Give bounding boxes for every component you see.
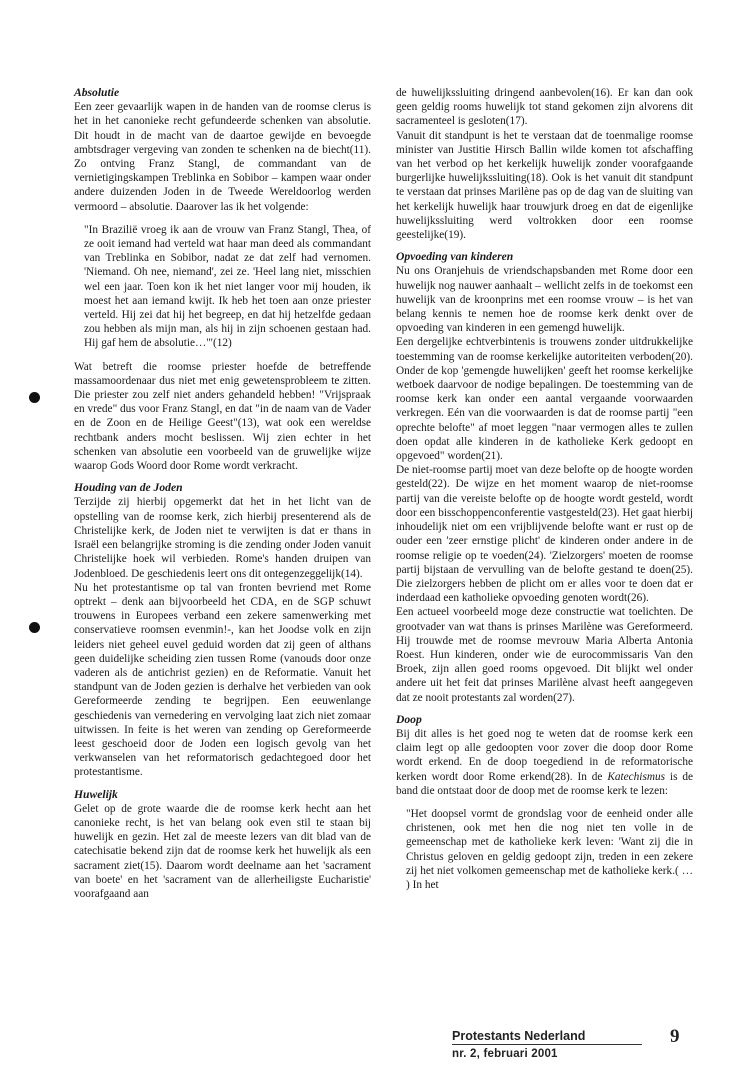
right-column: [396, 86, 693, 901]
paragraph: de huwelijkssluiting dringend aanbevolen(16). Er kan dan ook geen geldig rooms huwelijk tot stand gekomen zijn alvorens dit sacramenteel is gesloten(17).: [396, 87, 693, 128]
section-houding: [74, 481, 371, 779]
paragraph: Gelet op de grote waarde die de roomse kerk hecht aan het canonieke recht, is het van belang ook even stil te staan bij huwelijk en gezin. Het zal de meeste lezers van dit blad van de catechisatie bekend zijn dat de roomse kerk het huwelijk als een sacrament ziet(15). Daarom wordt deelname aan het 'sacrament van boete' en het 'sacrament van de allerheiligste Eucharistie' voorafgaand aan: [74, 802, 371, 900]
binder-hole-dot-top: [29, 392, 40, 403]
section-huwelijk-continued: [396, 86, 693, 242]
heading-houding-van-de-joden: Houding van de Joden: [74, 481, 183, 495]
left-column: [74, 86, 371, 901]
issue-info: nr. 2, februari 2001: [452, 1048, 558, 1060]
section-doop: [396, 713, 693, 892]
heading-huwelijk: Huwelijk: [74, 787, 118, 801]
quote-text: "In Brazilië vroeg ik aan de vrouw van Franz Stangl, Thea, of ze ooit iemand had verteld wat haar man deed als commandant van Treblinka en Sobibor, nadat ze dat zelf had vernomen. 'Niemand. Oh nee, niemand', zei ze. 'Heel lang niet, misschien wel een jaar. Toen kon ik het niet langer voor mij houden, ik moest het aan iemand kwijt. Ik heb het toen aan onze priester verteld. Hij zei dat hij het begreep, en dat hij hetzelfde gedaan zou hebben als mijn man, als hij in zijn schoenen gestaan had. Hij gaf hem de absolutie…'"(12): [84, 223, 371, 350]
section-huwelijk: [74, 788, 371, 902]
paragraph: Terzijde zij hierbij opgemerkt dat het in het licht van de opstelling van de roomse kerk, zich hierbij presenterend als de Christelijke kerk, de Joden niet te verwijten is dat er thans in Israël een belangrijke stroming is die zending onder Joden vanuit Christelijke hoek wil verbieden. Rome's handen druipen van Jodenbloed. De geschiedenis leert ons dit ontegenzeggelijk(14).: [74, 496, 371, 580]
heading-absolutie: Absolutie: [74, 86, 120, 99]
footer-divider: [452, 1044, 642, 1045]
paragraph: De niet-roomse partij moet van deze belofte op de hoogte worden gesteld(22). De wijze en het moment waarop de niet-roomse partij van die vereiste belofte op de hoogte wordt gesteld, wordt door een bisschoppenconferentie vastgesteld(23). Het gaat hierbij inhoudelijk niet om een vrijblijvende belofte want er rust op de ouder een 'zeer ernstige plicht' de kinderen onder andere in de roomse religie op te voeden(24). 'Zielzorgers' moeten de roomse partij bijstaan de vervulling van de belofte gestand te doen(25). Die zielzorgers hebben de plicht om er alles voor te doen dat er inderdaad een katholieke opvoeding genoten wordt(26).: [396, 464, 693, 605]
paragraph: Vanuit dit standpunt is het te verstaan dat de toenmalige roomse minister van Justitie Hirsch Ballin wilde komen tot afschaffing van het verbod op het kerkelijk huwelijk zonder voorafgaande burgerlijke huwelijkssluiting(18). Ook is het vanuit dit standpunt te verstaan dat prinses Marilène pas op de dag van de sluiting van het kerkelijk huwelijk haar trouwjurk droeg en dat de eigenlijke huwelijkssluiting werd voltrokken door een roomse geestelijke(19).: [396, 129, 693, 242]
quote-text: "Het doopsel vormt de grondslag voor de eenheid onder alle christenen, ook met hen die nog niet ten volle in de gemeenschap met de katholieke kerk leven: 'Want zij die in Christus geloven en geldig gedoopt zijn, treden in een zekere zij het niet volkomen gemeenschap met de katholieke kerk.( … ) In het: [406, 807, 693, 891]
heading-doop: Doop: [396, 712, 422, 726]
binder-hole-dot-bottom: [29, 622, 40, 633]
page-number: 9: [670, 1026, 680, 1047]
section-opvoeding: [396, 250, 693, 705]
quote-doopsel: [406, 807, 693, 892]
heading-opvoeding-van-kinderen: Opvoeding van kinderen: [396, 250, 514, 264]
paragraph: Een actueel voorbeeld moge deze constructie wat toelichten. De grootvader van wat thans is prinses Marilène was Gereformeerd. Hij trouwde met de roomse mevrouw Maria Alberta Antonia Roest. Hun kinderen, onder wie de eurocommissaris Van den Broek, zijn allen goed rooms opgevoed. Dit blijkt wel onder andere uit het feit dat prinses Marilène alvast heeft aangegeven dat ze nooit protestants zal worden(27).: [396, 606, 693, 704]
publication-name: Protestants Nederland: [452, 1029, 586, 1043]
paragraph: Een dergelijke echtverbintenis is trouwens zonder uitdrukkelijke toestemming van de roomse kerkelijke autoriteiten verboden(20). Onder de kop 'gemengde huwelijken' geeft het roomse kerkelijke wetboek daarvoor de nodige bepalingen. De toestemming van de roomse kerk kan onder een aantal vergaande voorwaarden verkregen. Eén van die voorwaarden is dat de roomse partij "een oprechte belofte" af moet leggen "naar vermogen alles te zullen doen opdat alle kinderen in de katholieke Kerk gedoopt en opgevoed" worden(21).: [396, 336, 693, 463]
paragraph: Nu het protestantisme op tal van fronten bevriend met Rome optrekt – denk aan bijvoorbeeld het CDA, en de SGP schuwt trouwens in Europees verband een zekere samenwerking met conservatieve roomsen evenmin!-, kan het Joodse volk en zijn leiders niet geheel euvel geduid worden dat zij geen of althans geen duidelijke scheiding zien tussen Rome (vanouds door onze vaderen als de antichrist gezien) en de Reformatie. Vanuit het standpunt van de Joden gezien is derhalve het verbieden van ook Gereformeerde zending te begrijpen. Een eeuwenlange geschiedenis van vernedering en vervolging laat zich niet zomaar uitwissen. In feite is het weren van zending op Gereformeerde leest geschoeid door de Joden een logisch gevolg van het verkwanselen van het reformatorisch gedachtegoed door het protestantisme.: [74, 581, 371, 779]
section-absolutie: [74, 86, 371, 473]
paragraph: Nu ons Oranjehuis de vriendschapsbanden met Rome door een huwelijk nog nauwer aanhaalt – wellicht zelfs in de toekomst een huwelijk van de kroonprins met een roomse vrouw – is het van belang kennis te nemen hoe de roomse kerk denkt over de opvoeding van kinderen in een gemengd huwelijk.: [396, 265, 693, 335]
quote-stangl: [84, 223, 371, 351]
text-run: is de band die ontstaat door de doop met de roomse kerk te lezen:: [396, 770, 693, 797]
paragraph: Wat betreft die roomse priester hoefde de betreffende massamoordenaar dus niet met enig gewetensprobleem te zitten. Die priester zou zelf niet anders gehandeld hebben! "Vrijspraak en vrede" dus voor Franz Stangl, en dat "in de naam van de Vader en de Zoon en de Heilige Geest"(13), wat ook een wereldse rechtbank anders mocht beslissen. Wij zien echter in het schenken van absolutie een voorbeeld van de gruwelijke wijze waarop Gods Woord door Rome wordt verkracht.: [74, 360, 371, 473]
italic-title: Katechismus: [607, 770, 666, 783]
paragraph: Een zeer gevaarlijk wapen in de handen van de roomse clerus is het in het canonieke recht gefundeerde schenken van absolutie. Dit houdt in de macht van de daartoe gewijde en bevoegde ambtsdrager vergeving van zonden te schenken na de biecht(11). Zo ontving Franz Stangl, de commandant van de vernietigingskampen Treblinka en Sobibor – kampen waar onder andere duizenden Joden in de Tweede Wereldoorlog werden vermoord – absolutie. Daarover las ik het volgende:: [74, 101, 371, 213]
text-run: Bij dit alles is het goed nog te weten dat de roomse kerk een claim legt op alle gedoopten voor zover die doop door Rome wordt erkend. En de doop toegediend in de reformatorische kerken wordt door Rome erkend(28). In de: [396, 727, 693, 783]
paragraph: [396, 727, 693, 798]
